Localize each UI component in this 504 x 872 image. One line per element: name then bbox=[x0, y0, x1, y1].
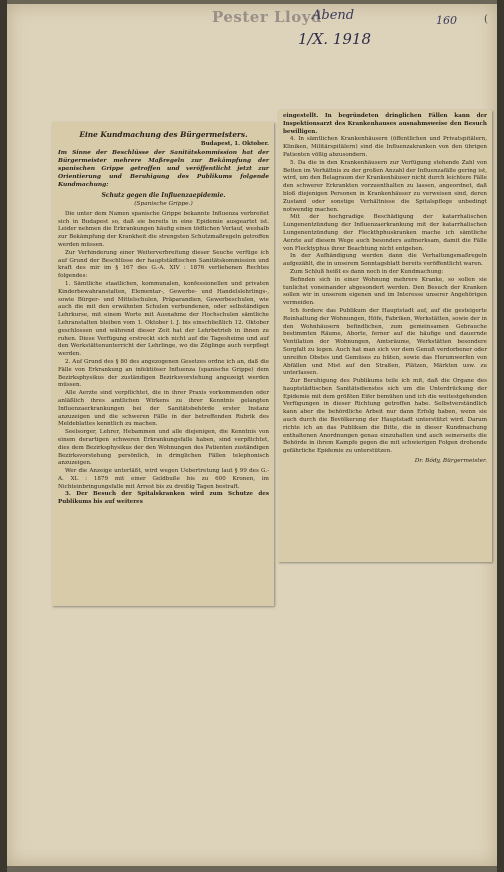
paragraph: 5. Da die in den Krankenhäusern zur Verfügung stehende Zahl von Betten im Verhältnis zu der großen Anzahl der Influenzafälle gering ist, wird, um den Belagraum der Krankenhäuser nicht durch leichtere Fälle den schwerer Erkrankten vorzuenthalten zu lassen, angeordnet, daß bloß diejenigen Personen in Krankenhäuser zu verweisen sind, deren Zustand oder sonstige Verhältnisse die Spitalspflege unbedingt notwendig machen. bbox=[283, 159, 487, 213]
paragraph: Zum Schluß heißt es dann noch in der Kundmachung: bbox=[290, 268, 444, 275]
paragraph: Seelsorger, Lehrer, Hebammen und alle diejenigen, die Kenntnis von einem derartigen schweren Erkrankungsfalle haben, sind verpflichtet, dies dem Bezirksphysikus der den Wohnungen des Patienten zuständigen Bezirksvorstehung persönlich, in dringlichen Fällen telephonisch anzuzeigen. bbox=[58, 429, 269, 467]
article-subtitle: Schutz gegen die Influenzaepidemie. bbox=[101, 191, 226, 199]
paragraph: 4. In sämtlichen Krankenhäusern (öffentlichen und Privatspitälern, Kliniken, Militärspitälern) sind die Influenzakranken von den übrigen Patienten völlig abzusondern. bbox=[283, 136, 487, 158]
clipping-column-left bbox=[52, 122, 274, 606]
paragraph: 1. Sämtliche staatlichen, kommunalen, konfessionellen und privaten Kinderbewahranstalten, Elementar-, Gewerbe- und Handelslehrlings-, sowie Bürger- und Mittelschulen, Präparandien, Gewerbeschulen, wie auch die mit den erwähnten Schulen verbundenen, oder selbständigen Lehrkurse, mit einem Worte mit Ausnahme der Hochschulen sämtliche Lehranstalten bleiben vom 1. Oktober l. J. bis einschließlich 12. Oktober geschlossen und während dieser Zeit hat der Lehrbetrieb in ihnen zu ruhen. Diese Verfügung erstreckt sich nicht auf die Tagesheime und auf den Werkstättenunterricht der Lehrlinge, wo die Zöglinge auch verpflegt werden. bbox=[58, 280, 269, 358]
handwritten-reference-number: 160 bbox=[436, 14, 457, 27]
newspaper-masthead-stamp: Pester Lloyd bbox=[212, 8, 322, 26]
paragraph: Alle Aerzte sind verpflichtet, die in ihrer Praxis vorkommenden oder anläßlich ihres amtlichen Wirkens zu ihrer Kenntnis gelangten Influenzaerkrankungen bei der Sanitätsbehörde erster Instanz anzuzeigen und die schweren Fälle in der betreffenden Rubrik des Meldeblattes kenntlich zu machen. bbox=[58, 390, 269, 428]
article-subtitle-2: (Spanische Grippe.) bbox=[134, 200, 193, 207]
scan-edge-right bbox=[497, 0, 504, 872]
article-lead: Im Sinne der Beschlüsse der Sanitätskommission hat der Bürgermeister mehrere Maßregeln zur Bekämpfung der spanischen Grippe getroffen und veröffentlicht jetzt zur Orientierung und Beruhigung des Publikums folgende Kundmachung: bbox=[58, 148, 269, 188]
paragraph: 3. Der Besuch der Spitalskranken wird zum Schutze des Publikums bis auf weiteres bbox=[58, 491, 269, 506]
paragraph: Zur Beruhigung des Publikums teile ich mit, daß die Organe des hauptstädtischen Sanitätsdienstes sich um die Unterdrückung der Epidemie mit dem größten Eifer bemühen und ich die weitestgehenden Verfügungen in dieser Richtung getroffen habe. Selbstverständlich kann aber die behördliche Arbeit nur dann Erfolg haben, wenn sie auch durch die Bevölkerung der Hauptstadt unterstützt wird. Darum richte ich an das Publikum die Bitte, die in dieser Kundmachung enthaltenen Anordnungen genau einzuhalten und auch seinerseits die Behörde in ihrem Kampfe gegen die mit schwierigen Folgen drohende gefährliche Epidemie zu unterstützen. bbox=[283, 378, 487, 455]
paragraph: Befinden sich in einer Wohnung mehrere Kranke, so sollen sie tunlichst voneinander abgesondert werden. Den Besuch der Kranken sollen wir in unserem eigenen und im Interesse unserer Angehörigen vermeiden. bbox=[283, 276, 487, 307]
paragraph: In der Aufhändigung werden dann die Verhaltungsmaßregeln aufgezählt, die in unserem Sonntagsblatt bereits veröffentlicht waren. bbox=[283, 253, 487, 268]
newspaper-clipping bbox=[52, 110, 492, 606]
article-signature: Dr. Bódy, Bürgermeister. bbox=[414, 458, 487, 465]
paragraph: eingestellt. In begründeten dringlichen Fällen kann der Inspektionsarzt des Krankenhauses ausnahmsweise den Besuch bewilligen. bbox=[283, 113, 487, 135]
paragraph: Zur Verhinderung einer Weiterverbreitung dieser Seuche verfüge ich auf Grund der Beschlüsse der hauptstädtischen Sanitätskommission und kraft des mir im § 167 des G.-A. XIV : 1876 verliehenen Rechtes folgendes: bbox=[58, 249, 269, 280]
handwritten-note: Abend bbox=[312, 8, 355, 23]
paragraph: Wer die Anzeige unterläßt, wird wegen Uebertretung laut § 99 des G.-A. XL : 1879 mit einer Geldbuße bis zu 600 Kronen, im Nichteinbringungsfalle mit Arrest bis zu dreißig Tagen bestraft. bbox=[58, 468, 269, 490]
article-title: Eine Kundmachung des Bürgermeisters. bbox=[79, 130, 248, 139]
paragraph: Ich fordere das Publikum der Hauptstadt auf, auf die gesteigerte Reinhaltung der Wohnungen, Höfe, Fabriken, Werkstätten, sowie der in den Wohnhäusern befindlichen, zum gemeinsamen Gebrauche bestimmten Räume, Aborte, ferner auf die häufige und dauernde Ventilation der Wohnungen, Amtsräume, Werkstätten besondere Sorgfalt zu legen. Auch hat man sich vor dem Genuß verdorbener oder unreifen Obstes und Gemüses zu hüten, sowie das Herumwerfen von Abfällen und Mist auf den Straßen, Plätzen, Märkten usw. zu unterlassen. bbox=[283, 307, 487, 377]
scan-edge-left bbox=[0, 0, 7, 872]
article-dateline: Budapest, 1. Oktober. bbox=[200, 141, 269, 147]
paragraph: Mit der hochgradige Beschädigung der katarrhalischen Lungenentzündung der Influenzaerkrankung mit der katarrhalischen Lungenentzündung der Fleckthphuskranken mache ich sämtliche Aerzte auf diesem Wege auch besonders aufmerksam, damit die Fälle von Flecktyphus ihrer Beachtung nicht entgehen. bbox=[283, 214, 487, 252]
clipping-column-right bbox=[278, 110, 492, 562]
corner-mark: ( bbox=[484, 14, 488, 25]
paragraph: 2. Auf Grund des § 80 des angezogenen Gesetzes ordne ich an, daß die Fälle von Erkrankung an infektiöser Influenza (spanische Grippe) dem Bezirksphysikus der zuständigen Bezirksvorstehung angezeigt werden müssen. bbox=[58, 358, 269, 389]
paragraph: Die unter dem Namen spanische Grippe bekannte Influenza verbreitet sich in Budapest so, daß sie bereits in eine Epidemie ausgeartet ist. Leider nehmen die Erkrankungen häufig einen tödlichen Verlauf, weshalb zur Bekämpfung der Krankheit die strengsten Schutzmaßregeln getroffen werden müssen. bbox=[58, 210, 269, 248]
handwritten-date: 1/X. 1918 bbox=[298, 30, 371, 48]
